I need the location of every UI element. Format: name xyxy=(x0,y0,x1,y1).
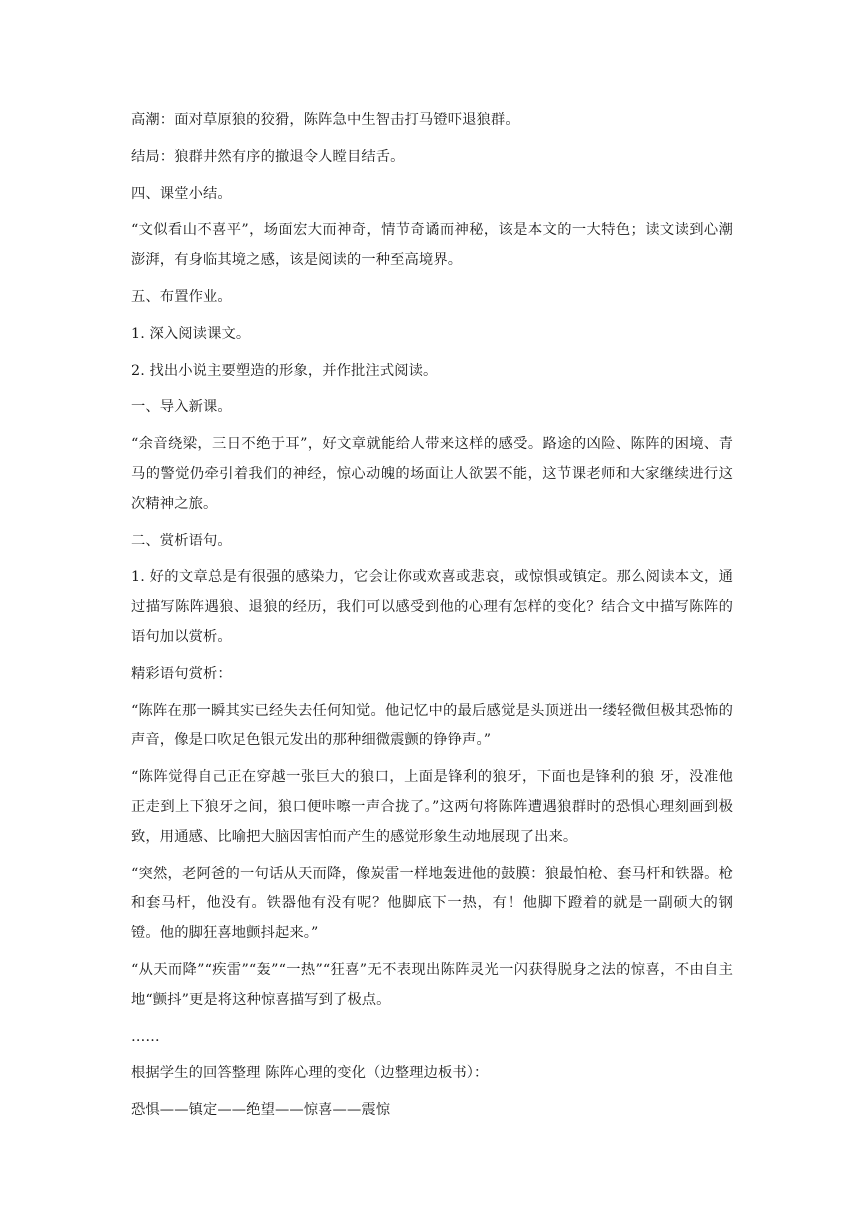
emotion-sequence: 恐惧——镇定——绝望——惊喜——震惊 xyxy=(131,1102,391,1119)
section-heading-summary: 四、课堂小结。 xyxy=(131,185,232,202)
subheading-quotes: 精彩语句赏析： xyxy=(131,665,232,682)
homework-item-1: 1. 深入阅读课文。 xyxy=(131,325,251,342)
quote-paragraph-2: “陈阵觉得自己正在穿越一张巨大的狼口，上面是锋利的狼牙，下面也是锋利的狼 牙，没准他正走到上下狼牙之间，狼口便咔嚓一声合拢了。”这两句将陈阵遭遇狼群时的恐惧心理刻画到极致，用通感、比喻把大脑因害怕而产生的感觉形象生动地展现了出来。 xyxy=(131,769,733,845)
document-body xyxy=(131,106,733,1133)
section-heading-homework: 五、布置作业。 xyxy=(131,288,232,305)
analysis-paragraph: “从天而降”“疾雷”“轰”“一热”“狂喜”无不表现出陈阵灵光一闪获得脱身之法的惊喜，不由自主地“颤抖”更是将这种惊喜描写到了极点。 xyxy=(131,961,733,1008)
ellipsis-line: …… xyxy=(131,1028,160,1045)
paragraph-question-1: 1. 好的文章总是有很强的感染力，它会让你或欢喜或悲哀，或惊惧或镇定。那么阅读本文，通过描写陈阵遇狼、退狼的经历，我们可以感受到他的心理有怎样的变化？结合文中描写陈阵的语句加以赏析。 xyxy=(131,569,733,645)
paragraph-ending: 结局：狼群井然有序的撤退令人瞠目结舌。 xyxy=(131,148,405,165)
quote-paragraph-1: “陈阵在那一瞬其实已经失去任何知觉。他记忆中的最后感觉是头顶迸出一缕轻微但极其恐怖的声音，像是口吹足色银元发出的那种细微震颤的铮铮声。” xyxy=(131,702,733,749)
homework-item-2: 2. 找出小说主要塑造的形象，并作批注式阅读。 xyxy=(131,362,438,379)
section-heading-appreciation: 二、赏析语句。 xyxy=(131,532,232,549)
quote-paragraph-3: “突然，老阿爸的一句话从天而降，像炭雷一样地轰进他的鼓膜：狼最怕枪、套马杆和铁器。枪和套马杆，他没有。铁器他有没有呢？他脚底下一热，有！他脚下蹬着的就是一副硕大的钢镫。他的脚狂喜地颤抖起来。” xyxy=(131,865,733,942)
paragraph-intro: “余音绕梁，三日不绝于耳”，好文章就能给人带来这样的感受。路途的凶险、陈阵的困境、青马的警觉仍牵引着我们的神经，惊心动魄的场面让人欲罢不能，这节课老师和大家继续进行这次精神之旅。 xyxy=(131,436,733,512)
board-note-heading: 根据学生的回答整理 陈阵心理的变化（边整理边板书）： xyxy=(131,1065,489,1082)
section-heading-intro: 一、导入新课。 xyxy=(131,399,232,416)
paragraph-summary: “文似看山不喜平”，场面宏大而神奇，情节奇谲而神秘，该是本文的一大特色；读文读到心潮澎湃，有身临其境之感，该是阅读的一种至高境界。 xyxy=(131,222,733,269)
paragraph-climax: 高潮：面对草原狼的狡猾，陈阵急中生智击打马镫吓退狼群。 xyxy=(131,112,520,128)
